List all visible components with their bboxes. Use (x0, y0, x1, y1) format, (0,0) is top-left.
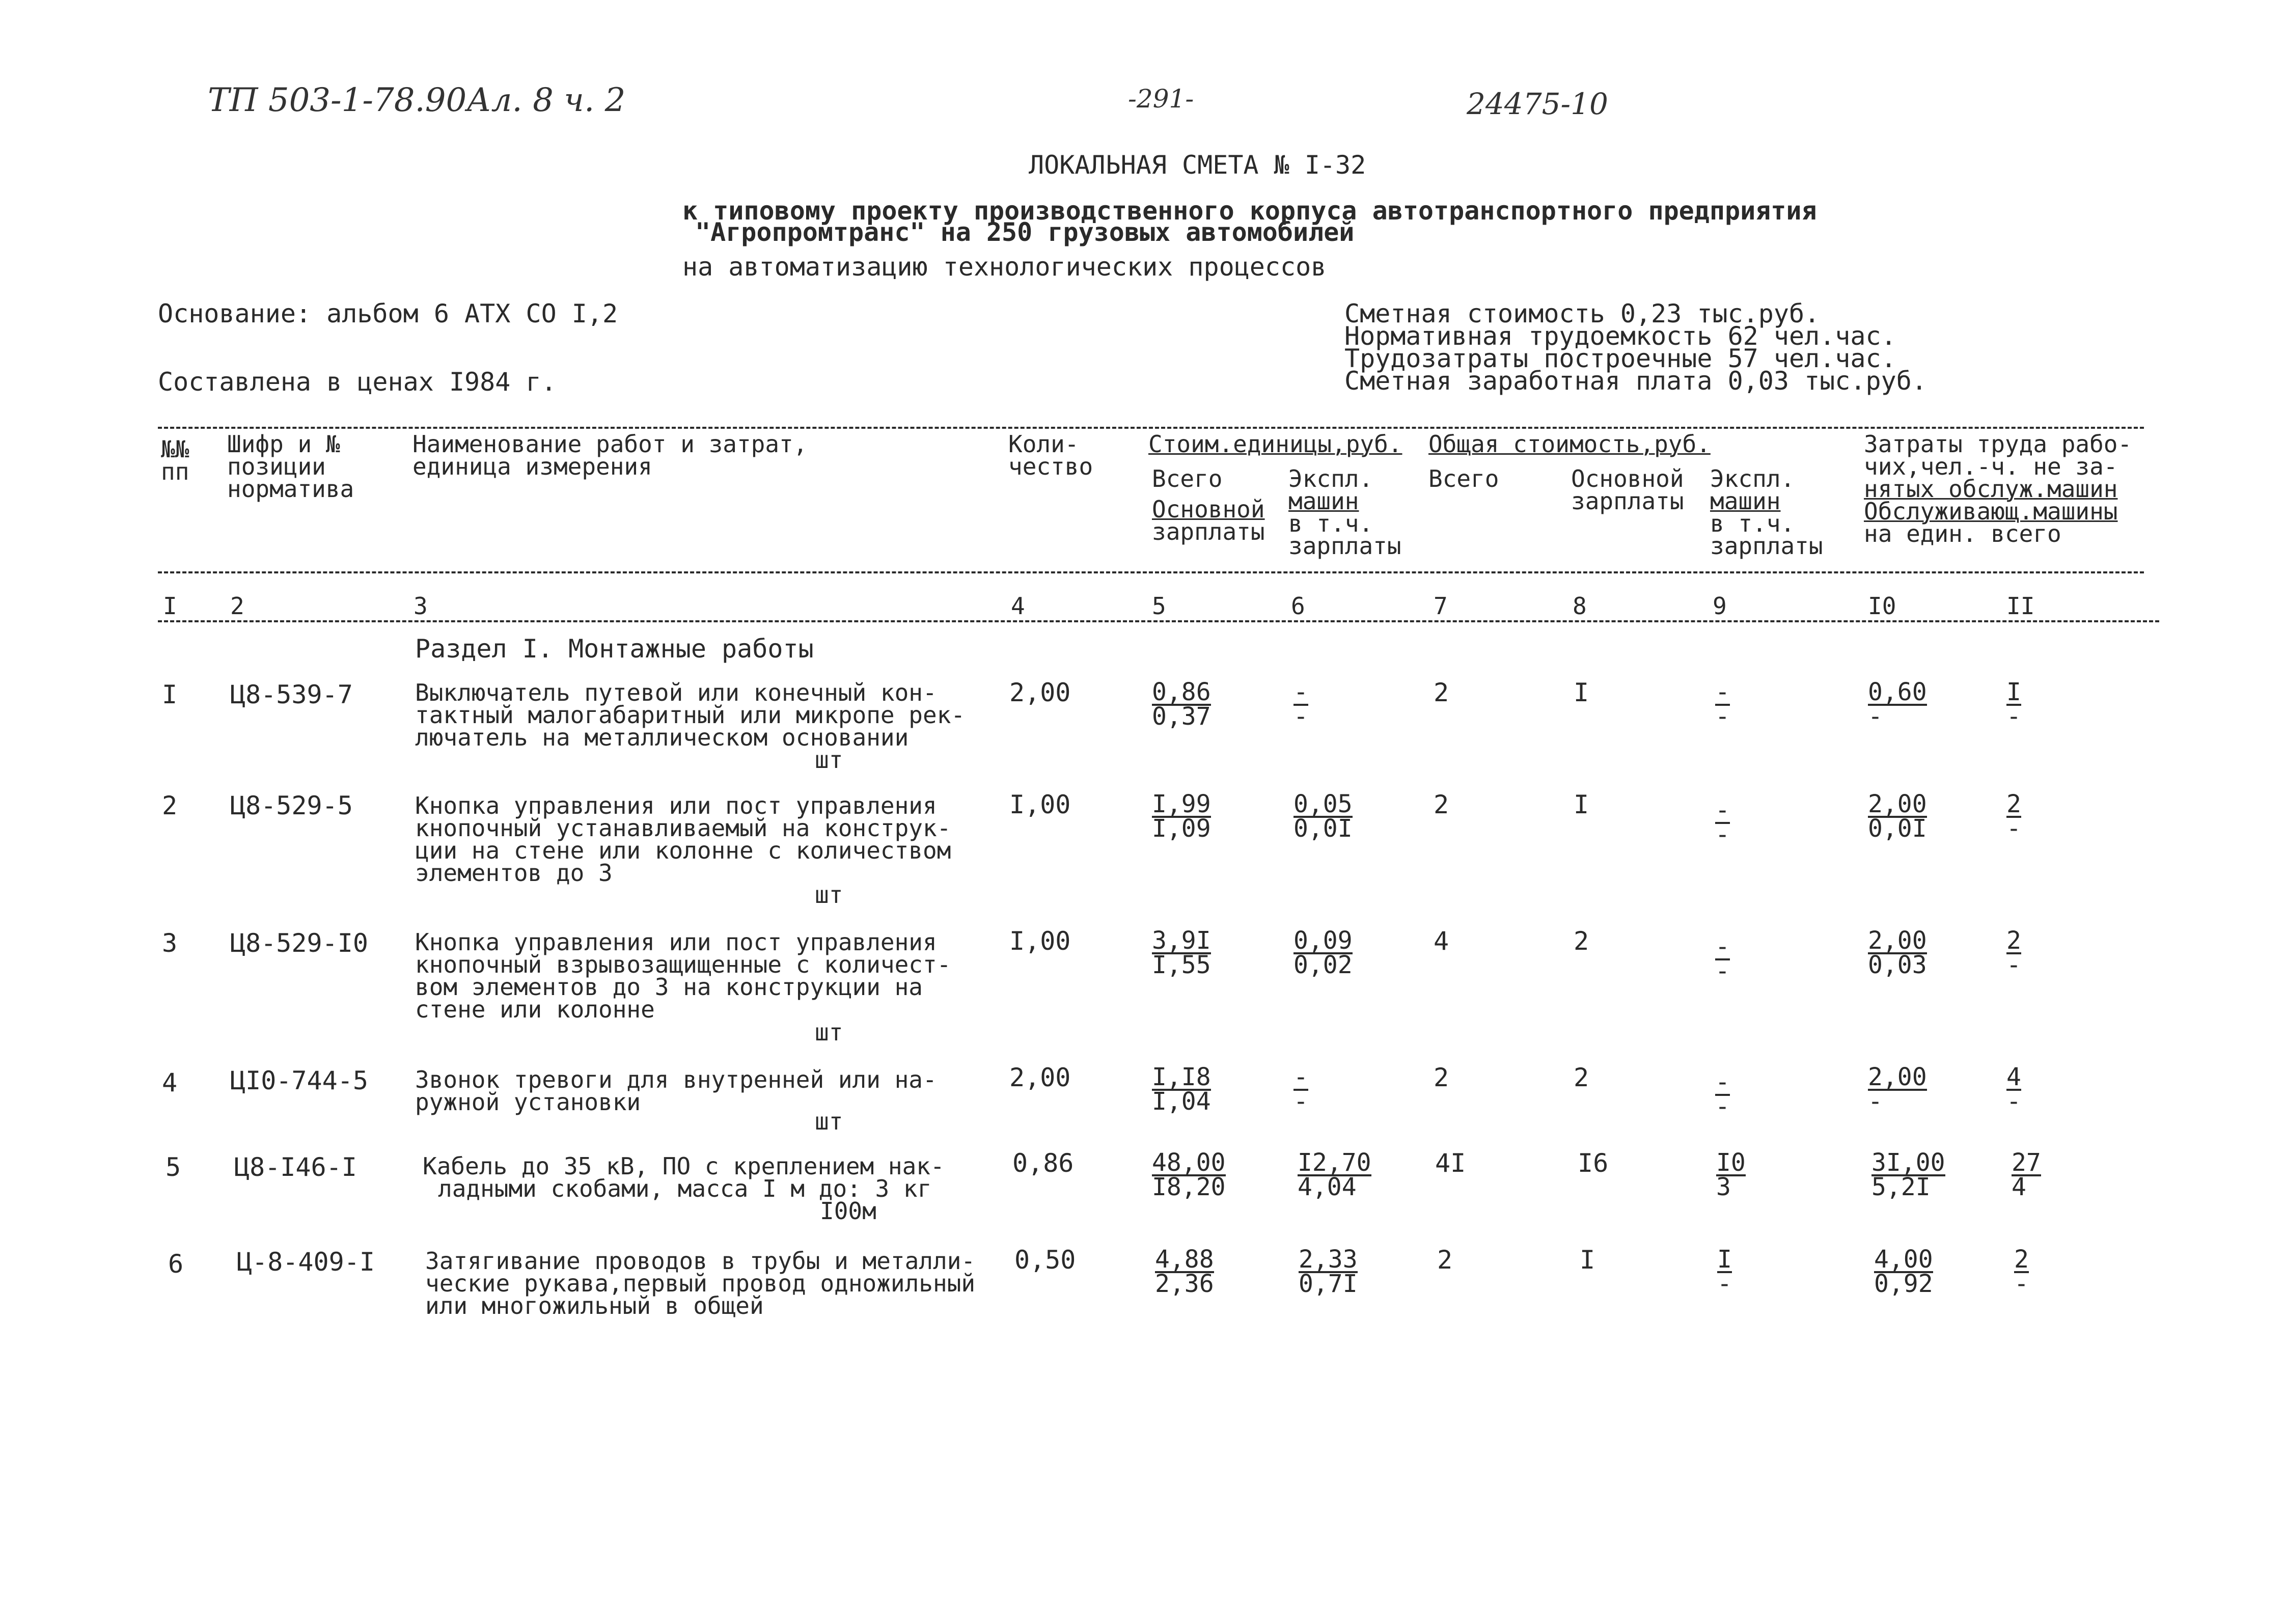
row-total-wages: I6 (1578, 1148, 1609, 1178)
row-total-machines: $\frac{I0}{3}$ (1716, 1148, 1746, 1201)
row-code: Ц8-529-I0 (230, 928, 368, 958)
row-name: Кабель до 35 кВ, ПО с креплением нак- ладными скобами, масса I м до: 3 кг (423, 1152, 945, 1202)
summary-cost: Сметная стоимость 0,23 тыс.руб. (1344, 299, 1820, 328)
col-header-9: Экспл. машин в т.ч. зарплаты (1710, 465, 1823, 560)
estimate-title: ЛОКАЛЬНАЯ СМЕТА № I-32 (1029, 150, 1366, 180)
col-header-name: Наименование работ и затрат, единица измерения (412, 430, 808, 480)
row-total-machines: - - (1715, 678, 1730, 731)
col-num-3: 3 (414, 592, 428, 620)
project-line-1: к типовому проекту производственного корпуса автотранспортного предприятия (682, 196, 1817, 226)
row-quantity: I,00 (1009, 790, 1071, 819)
row-labor-total: 4 - (2006, 1063, 2021, 1116)
row-name: Затягивание проводов в трубы и металли- ческие рукава,первый провод одножильный или многожильный в общей (425, 1247, 976, 1319)
row-total-wages: I (1574, 790, 1589, 819)
row-total-wages: 2 (1574, 926, 1589, 956)
row-unit-cost: $\frac{I,99}{I,09}$ (1152, 790, 1211, 843)
row-unit: I00м (820, 1197, 876, 1225)
row-number: 5 (166, 1152, 181, 1182)
col-header-code: Шифр и № позиции норматива (227, 430, 354, 503)
row-total-wages: I (1580, 1245, 1595, 1275)
row-unit-machines: - - (1293, 1063, 1308, 1116)
col-num-8: 8 (1573, 592, 1587, 620)
col-header-labor: Затраты труда рабо- чих,чел.-ч. не за- нятых обслуж.машин Обслуживающ.машины на един. всего (1864, 430, 2132, 547)
row-labor-unit: $\frac{3I,00}{5,2I}$ (1871, 1148, 1945, 1201)
row-labor-unit: 0,60 - (1868, 678, 1927, 731)
row-total-machines: I - (1717, 1245, 1732, 1298)
row-number: 2 (162, 791, 178, 820)
row-number: 3 (162, 928, 178, 958)
row-total: 4I (1435, 1148, 1466, 1178)
price-basis: Составлена в ценах I984 г. (158, 367, 557, 397)
row-name: Звонок тревоги для внутренней или на- ружной установки (415, 1066, 937, 1116)
col-header-quantity: Коли- чество (1008, 430, 1093, 480)
row-number: 4 (162, 1068, 178, 1097)
col-header-5: Всего Основной зарплаты (1152, 465, 1265, 545)
row-unit-cost: $\frac{3,9I}{I,55}$ (1152, 926, 1211, 979)
summary-labor-norm: Нормативная трудоемкость 62 чел.час. (1344, 321, 1896, 351)
row-total: 2 (1434, 1063, 1449, 1092)
column-number-rule (158, 620, 2159, 622)
row-labor-unit: $\frac{4,00}{0,92}$ (1874, 1245, 1933, 1298)
col-group-total-cost: Общая стоимость,руб. (1428, 430, 1711, 458)
row-total-machines: - - (1715, 1068, 1730, 1121)
table-top-rule (158, 427, 2144, 429)
col-num-1: I (163, 592, 177, 620)
row-total: 2 (1434, 790, 1449, 819)
row-unit-machines: $\frac{I2,70}{4,04}$ (1298, 1148, 1371, 1201)
row-labor-unit: 2,00 - (1868, 1063, 1927, 1116)
row-labor-total: 2 - (2006, 926, 2021, 979)
row-total-machines: - - (1715, 796, 1730, 849)
section-title: Раздел I. Монтажные работы (415, 634, 814, 664)
col-num-10: I0 (1868, 592, 1896, 620)
project-line-2: "Агропромтранс" на 250 грузовых автомобилей (695, 217, 1355, 247)
row-number: I (162, 680, 178, 709)
row-code: Ц8-529-5 (230, 791, 353, 820)
row-unit-machines: $\frac{0,05}{0,0I}$ (1293, 790, 1353, 843)
col-num-9: 9 (1713, 592, 1727, 620)
col-num-5: 5 (1152, 592, 1166, 620)
row-unit-cost: $\frac{0,86}{0,37}$ (1152, 678, 1211, 731)
row-unit-cost: $\frac{I,I8}{I,04}$ (1152, 1063, 1211, 1116)
row-unit-machines: $\frac{2,33}{0,7I}$ (1299, 1245, 1358, 1298)
row-total: 2 (1434, 678, 1449, 707)
doc-code: 24475-10 (1467, 87, 1608, 121)
row-code: Ц-8-409-I (237, 1247, 375, 1277)
row-total-wages: 2 (1574, 1063, 1589, 1092)
row-unit-cost: $\frac{4,88}{2,36}$ (1155, 1245, 1214, 1298)
col-header-7: Всего (1428, 465, 1499, 492)
row-unit: шт (815, 881, 843, 909)
col-num-11: II (2006, 592, 2035, 620)
row-code: Ц8-I46-I (234, 1152, 357, 1182)
col-num-7: 7 (1434, 592, 1448, 620)
basis: Основание: альбом 6 АТХ СО I,2 (158, 299, 618, 328)
project-line-3: на автоматизацию технологических процессов (682, 252, 1327, 282)
col-num-6: 6 (1291, 592, 1305, 620)
row-name: Кнопка управления или пост управления кнопочный взрывозащищенные с количест- вом элементов до 3 на конструкции на стене или колонне (415, 928, 951, 1023)
row-number: 6 (168, 1249, 184, 1279)
doc-reference: ТП 503-1-78.90Ал. 8 ч. 2 (208, 81, 626, 119)
row-labor-unit: $\frac{2,00}{0,03}$ (1868, 926, 1927, 979)
row-unit: шт (815, 1108, 843, 1135)
col-header-number: №№ пп (161, 435, 189, 485)
row-labor-total: $\frac{27}{4}$ (2012, 1148, 2041, 1201)
row-total-wages: I (1574, 678, 1589, 707)
col-header-6: Экспл. машин в т.ч. зарплаты (1288, 465, 1401, 560)
row-quantity: 2,00 (1009, 1063, 1071, 1092)
row-labor-total: 2 - (2006, 790, 2021, 843)
row-unit: шт (815, 746, 843, 774)
row-labor-total: 2 - (2014, 1245, 2029, 1298)
summary-wages: Сметная заработная плата 0,03 тыс.руб. (1344, 366, 1927, 396)
row-unit-machines: - - (1293, 678, 1308, 731)
col-num-2: 2 (230, 592, 244, 620)
row-quantity: 2,00 (1009, 678, 1071, 707)
row-name: Кнопка управления или пост управления кнопочный устанавливаемый на конструк- ции на стене или колонне с количеством элементов до 3 (415, 792, 951, 887)
col-num-4: 4 (1011, 592, 1025, 620)
col-group-unit-cost: Стоим.единицы,руб. (1148, 430, 1402, 458)
col-header-8: Основной зарплаты (1571, 465, 1684, 515)
row-unit-cost: $\frac{48,00}{I8,20}$ (1152, 1148, 1226, 1201)
header-bottom-rule (158, 571, 2144, 573)
page-number: -291- (1128, 84, 1194, 114)
row-total-machines: - - (1715, 932, 1730, 985)
summary-labor-site: Трудозатраты построечные 57 чел.час. (1344, 344, 1896, 373)
row-code: ЦI0-744-5 (230, 1066, 368, 1095)
row-labor-total: I - (2006, 678, 2021, 731)
row-name: Выключатель путевой или конечный кон- тактный малогабаритный или микропе рек- лючатель на металлическом основании (415, 679, 966, 751)
row-total: 2 (1437, 1245, 1453, 1275)
row-quantity: I,00 (1009, 926, 1071, 956)
row-unit: шт (815, 1019, 843, 1046)
row-code: Ц8-539-7 (230, 680, 353, 709)
row-quantity: 0,86 (1012, 1148, 1074, 1178)
row-labor-unit: $\frac{2,00}{0,0I}$ (1868, 790, 1927, 843)
row-total: 4 (1434, 926, 1449, 956)
row-unit-machines: $\frac{0,09}{0,02}$ (1293, 926, 1353, 979)
row-quantity: 0,50 (1014, 1245, 1076, 1275)
